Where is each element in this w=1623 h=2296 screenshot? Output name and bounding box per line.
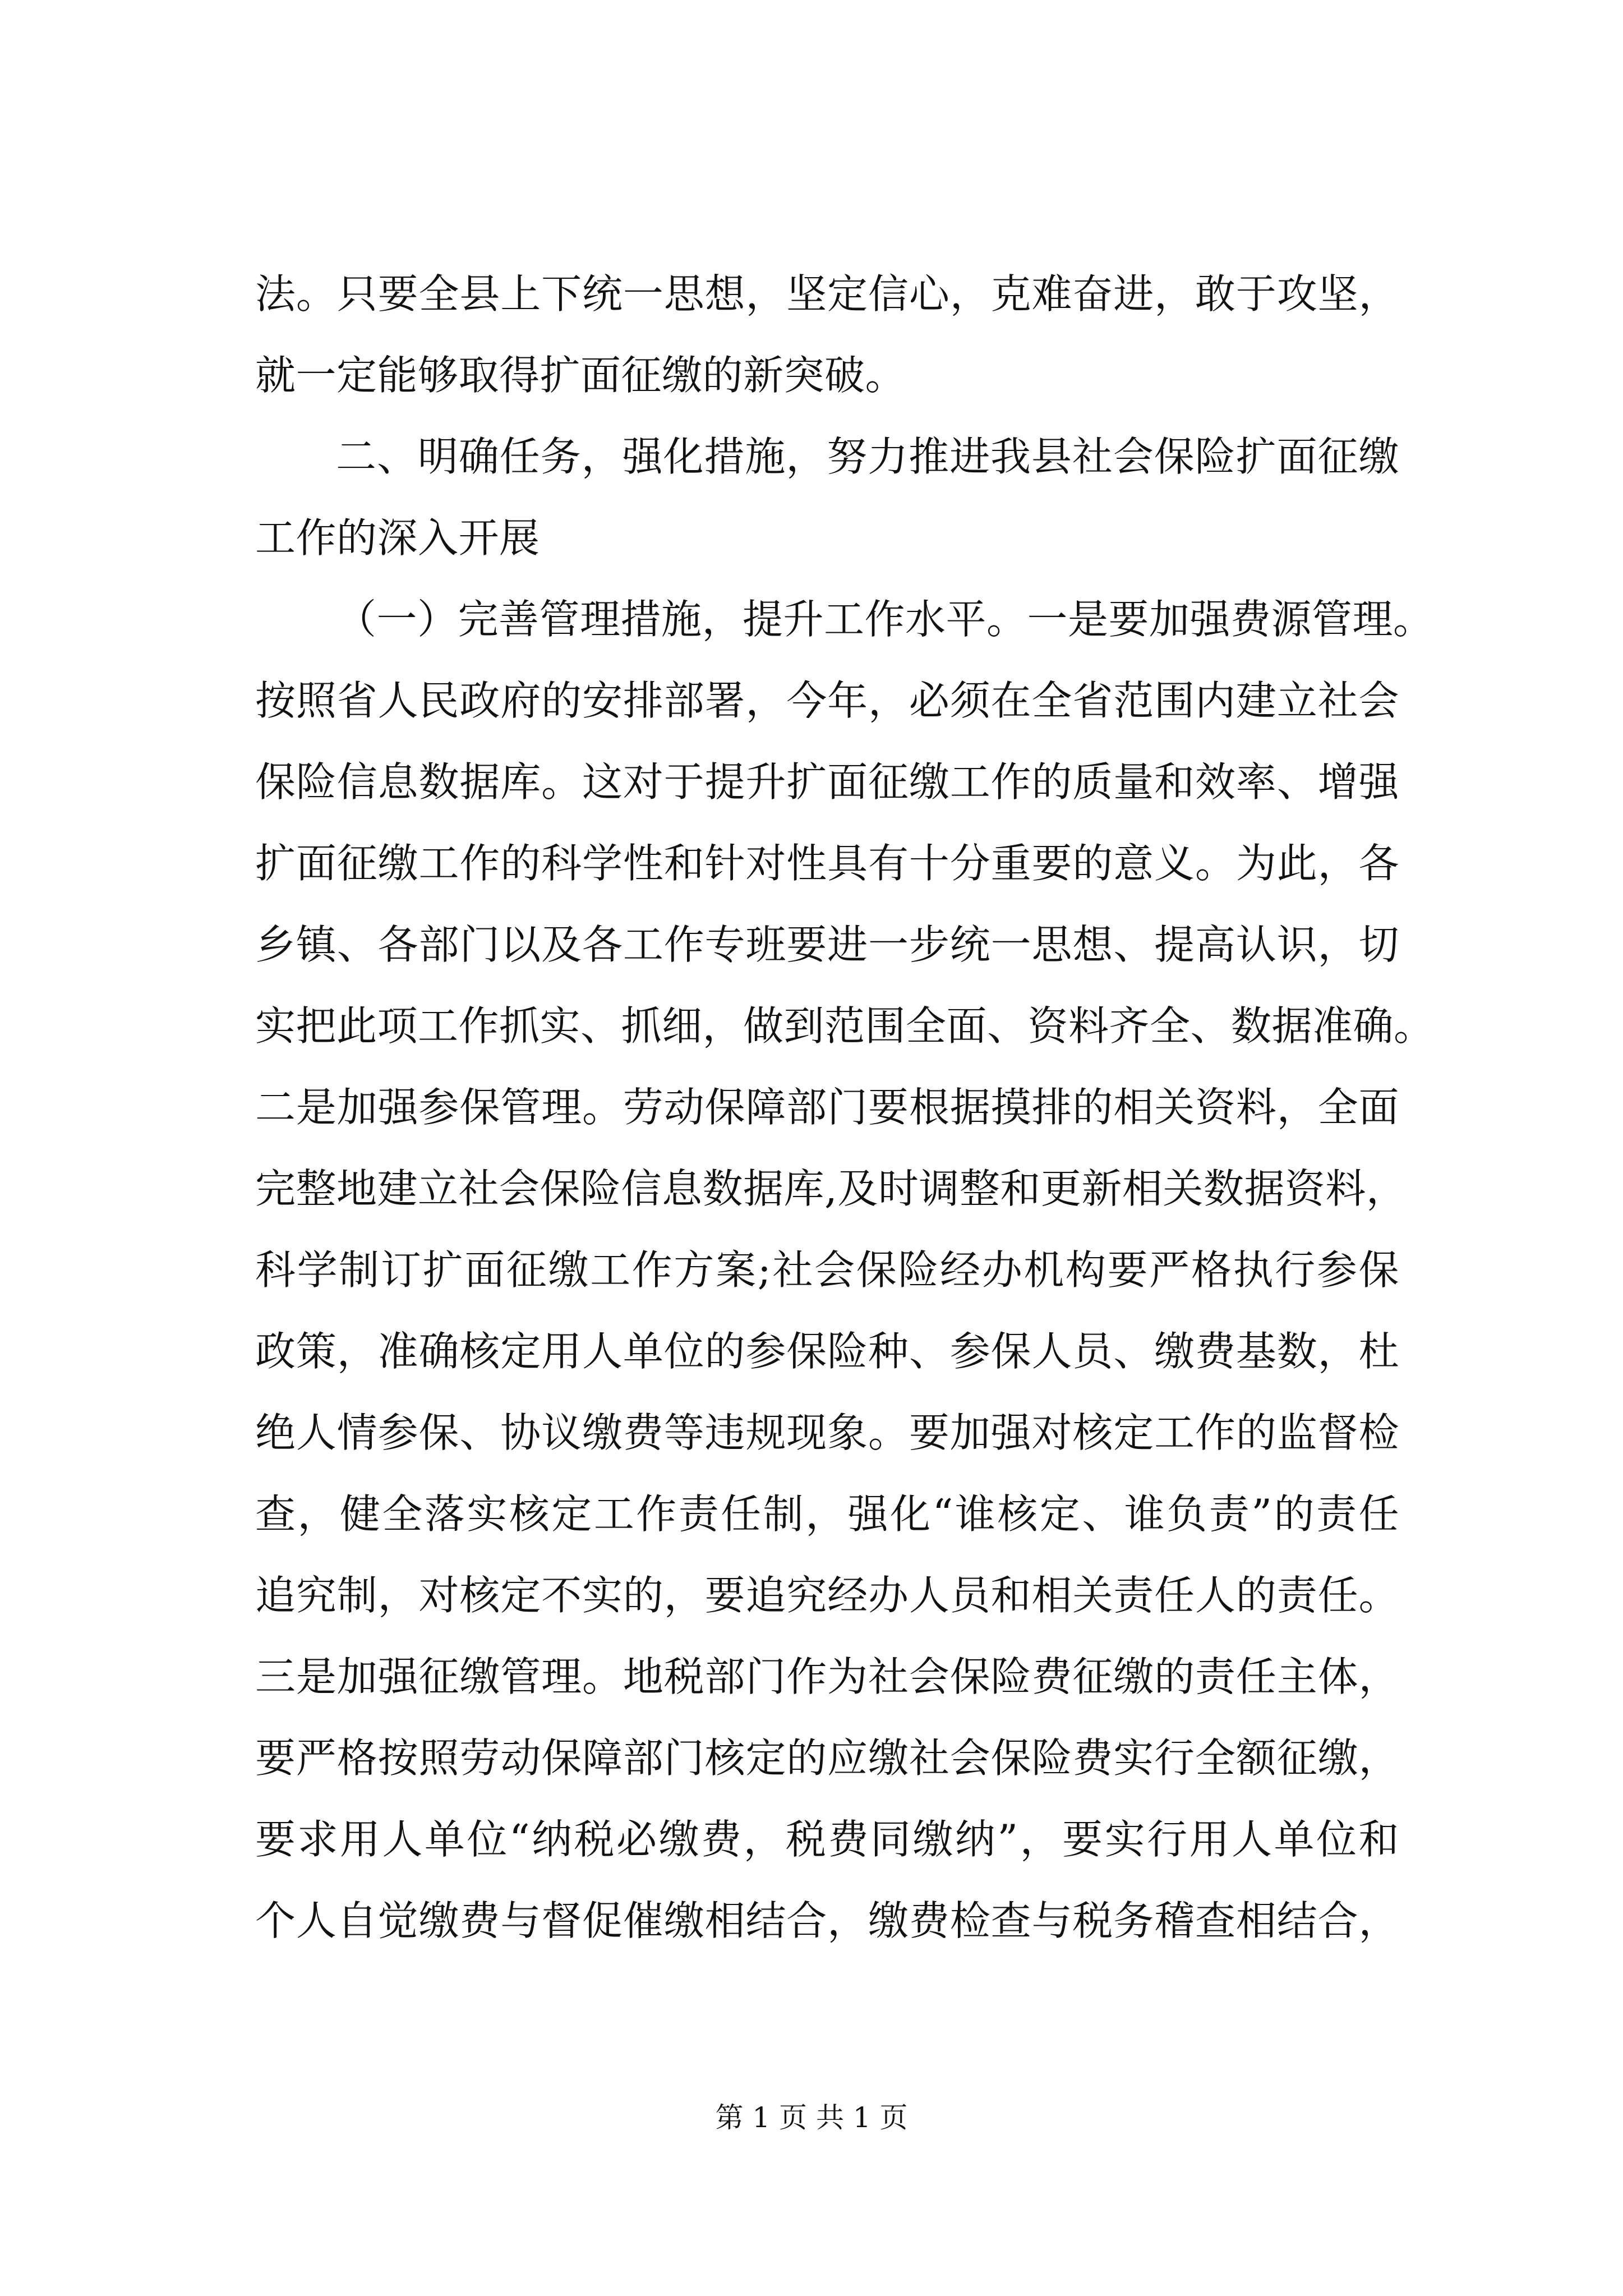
text-line: 绝人情参保、协议缴费等违规现象。要加强对核定工作的监督检	[255, 1409, 1399, 1456]
text-line: 完整地建立社会保险信息数据库,及时调整和更新相关数据资料，	[255, 1165, 1407, 1212]
text-line: 政策，准确核定用人单位的参保险种、参保人员、缴费基数，杜	[255, 1328, 1399, 1375]
text-line: 法。只要全县上下统一思想，坚定信心，克难奋进，敢于攻坚，	[255, 270, 1399, 318]
section-heading-line: 工作的深入开展	[255, 514, 540, 562]
section-heading-line: 二、明确任务，强化措施，努力推进我县社会保险扩面征缴	[336, 433, 1399, 480]
page-number-footer: 第 1 页 共 1 页	[715, 2101, 908, 2134]
text-line: 二是加强参保管理。劳动保障部门要根据摸排的相关资料，全面	[255, 1084, 1399, 1131]
text-line: 个人自觉缴费与督促催缴相结合，缴费检查与税务稽查相结合，	[255, 1897, 1399, 1944]
text-line: 实把此项工作抓实、抓细，做到范围全面、资料齐全、数据准确。	[255, 1002, 1435, 1050]
text-line: 保险信息数据库。这对于提升扩面征缴工作的质量和效率、增强	[255, 758, 1399, 806]
text-line: 要严格按照劳动保障部门核定的应缴社会保险费实行全额征缴，	[255, 1734, 1399, 1782]
text-line: 乡镇、各部门以及各工作专班要进一步统一思想、提高认识，切	[255, 921, 1399, 968]
text-line: 查，健全落实核定工作责任制，强化“谁核定、谁负责”的责任	[255, 1490, 1399, 1538]
text-line: 三是加强征缴管理。地税部门作为社会保险费征缴的责任主体，	[255, 1653, 1399, 1700]
text-line: 就一定能够取得扩面征缴的新突破。	[255, 352, 906, 399]
document-body	[255, 254, 1435, 1962]
text-line: 扩面征缴工作的科学性和针对性具有十分重要的意义。为此，各	[255, 840, 1399, 887]
subsection-heading-line: （一）完善管理措施，提升工作水平。一是要加强费源管理。	[336, 596, 1434, 643]
text-line: 按照省人民政府的安排部署，今年，必须在全省范围内建立社会	[255, 677, 1399, 724]
text-line: 科学制订扩面征缴工作方案;社会保险经办机构要严格执行参保	[255, 1246, 1399, 1294]
text-line: 要求用人单位“纳税必缴费，税费同缴纳”，要实行用人单位和	[255, 1816, 1399, 1863]
text-line: 追究制，对核定不实的，要追究经办人员和相关责任人的责任。	[255, 1572, 1399, 1619]
